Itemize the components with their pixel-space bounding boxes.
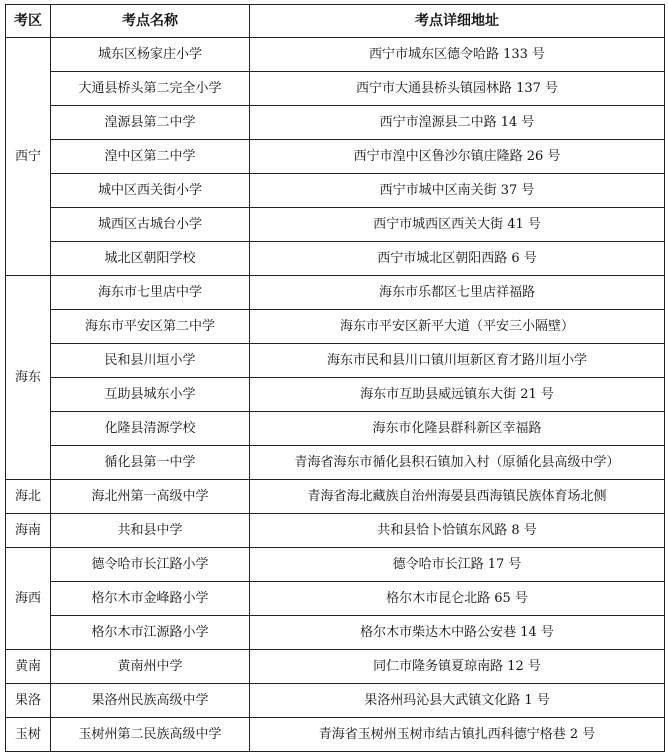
- school-cell: 城西区古城台小学: [51, 208, 250, 242]
- school-cell: 海东市七里店中学: [51, 276, 250, 310]
- school-cell: 黄南州中学: [51, 650, 250, 684]
- school-cell: 湟源县第二中学: [51, 106, 250, 140]
- school-cell: 玉树州第二民族高级中学: [51, 718, 250, 752]
- table-row: [6, 106, 665, 140]
- school-cell: 循化县第一中学: [51, 446, 250, 480]
- address-cell: 海东市平安区新平大道（平安三小隔壁）: [250, 310, 665, 344]
- address-cell: 德令哈市长江路 17 号: [250, 548, 665, 582]
- address-cell: 西宁市城中区南关街 37 号: [250, 174, 665, 208]
- table-body: [6, 38, 665, 752]
- table-row: [6, 378, 665, 412]
- table-row: [6, 140, 665, 174]
- school-cell: 大通县桥头第二完全小学: [51, 72, 250, 106]
- table-row: [6, 718, 665, 752]
- table-row: [6, 310, 665, 344]
- school-cell: 德令哈市长江路小学: [51, 548, 250, 582]
- address-cell: 西宁市城西区西关大街 41 号: [250, 208, 665, 242]
- table-row: [6, 344, 665, 378]
- address-cell: 海东市互助县威远镇东大街 21 号: [250, 378, 665, 412]
- table-row: [6, 446, 665, 480]
- address-cell: 青海省海东市循化县积石镇加入村（原循化县高级中学）: [250, 446, 665, 480]
- table-row: [6, 616, 665, 650]
- table-row: [6, 242, 665, 276]
- address-cell: 共和县恰卜恰镇东风路 8 号: [250, 514, 665, 548]
- table-row: [6, 72, 665, 106]
- school-cell: 城北区朝阳学校: [51, 242, 250, 276]
- address-cell: 西宁市大通县桥头镇园林路 137 号: [250, 72, 665, 106]
- table-row: [6, 548, 665, 582]
- school-cell: 互助县城东小学: [51, 378, 250, 412]
- address-cell: 海东市乐都区七里店祥福路: [250, 276, 665, 310]
- address-cell: 西宁市湟源县二中路 14 号: [250, 106, 665, 140]
- school-cell: 化隆县清源学校: [51, 412, 250, 446]
- address-cell: 格尔木市昆仑北路 65 号: [250, 582, 665, 616]
- address-cell: 海东市民和县川口镇川垣新区育才路川垣小学: [250, 344, 665, 378]
- address-cell: 同仁市隆务镇夏琼南路 12 号: [250, 650, 665, 684]
- table-row: [6, 514, 665, 548]
- school-cell: 海东市平安区第二中学: [51, 310, 250, 344]
- header-address: 考点详细地址: [250, 5, 665, 38]
- region-cell: 黄南: [6, 650, 51, 684]
- address-cell: 西宁市城东区德令哈路 133 号: [250, 38, 665, 72]
- exam-site-table: [5, 4, 665, 752]
- table-row: [6, 208, 665, 242]
- header-region: 考区: [6, 5, 51, 38]
- school-cell: 共和县中学: [51, 514, 250, 548]
- school-cell: 格尔木市金峰路小学: [51, 582, 250, 616]
- region-cell: 海南: [6, 514, 51, 548]
- school-cell: 城东区杨家庄小学: [51, 38, 250, 72]
- school-cell: 海北州第一高级中学: [51, 480, 250, 514]
- table-row: [6, 582, 665, 616]
- address-cell: 青海省海北藏族自治州海晏县西海镇民族体育场北侧: [250, 480, 665, 514]
- table-header-row: [6, 5, 665, 38]
- address-cell: 青海省玉树州玉树市结古镇扎西科德宁格巷 2 号: [250, 718, 665, 752]
- table-row: [6, 412, 665, 446]
- address-cell: 果洛州玛沁县大武镇文化路 1 号: [250, 684, 665, 718]
- table-row: [6, 684, 665, 718]
- table-row: [6, 276, 665, 310]
- school-cell: 格尔木市江源路小学: [51, 616, 250, 650]
- address-cell: 格尔木市柴达木中路公安巷 14 号: [250, 616, 665, 650]
- school-cell: 果洛州民族高级中学: [51, 684, 250, 718]
- region-cell: 海西: [6, 548, 51, 650]
- table-row: [6, 174, 665, 208]
- table-row: [6, 650, 665, 684]
- table-row: [6, 480, 665, 514]
- address-cell: 海东市化隆县群科新区幸福路: [250, 412, 665, 446]
- school-cell: 湟中区第二中学: [51, 140, 250, 174]
- school-cell: 城中区西关街小学: [51, 174, 250, 208]
- school-cell: 民和县川垣小学: [51, 344, 250, 378]
- table-row: [6, 38, 665, 72]
- region-cell: 海东: [6, 276, 51, 480]
- header-school: 考点名称: [51, 5, 250, 38]
- region-cell: 西宁: [6, 38, 51, 276]
- address-cell: 西宁市湟中区鲁沙尔镇庄隆路 26 号: [250, 140, 665, 174]
- address-cell: 西宁市城北区朝阳西路 6 号: [250, 242, 665, 276]
- region-cell: 果洛: [6, 684, 51, 718]
- region-cell: 海北: [6, 480, 51, 514]
- region-cell: 玉树: [6, 718, 51, 752]
